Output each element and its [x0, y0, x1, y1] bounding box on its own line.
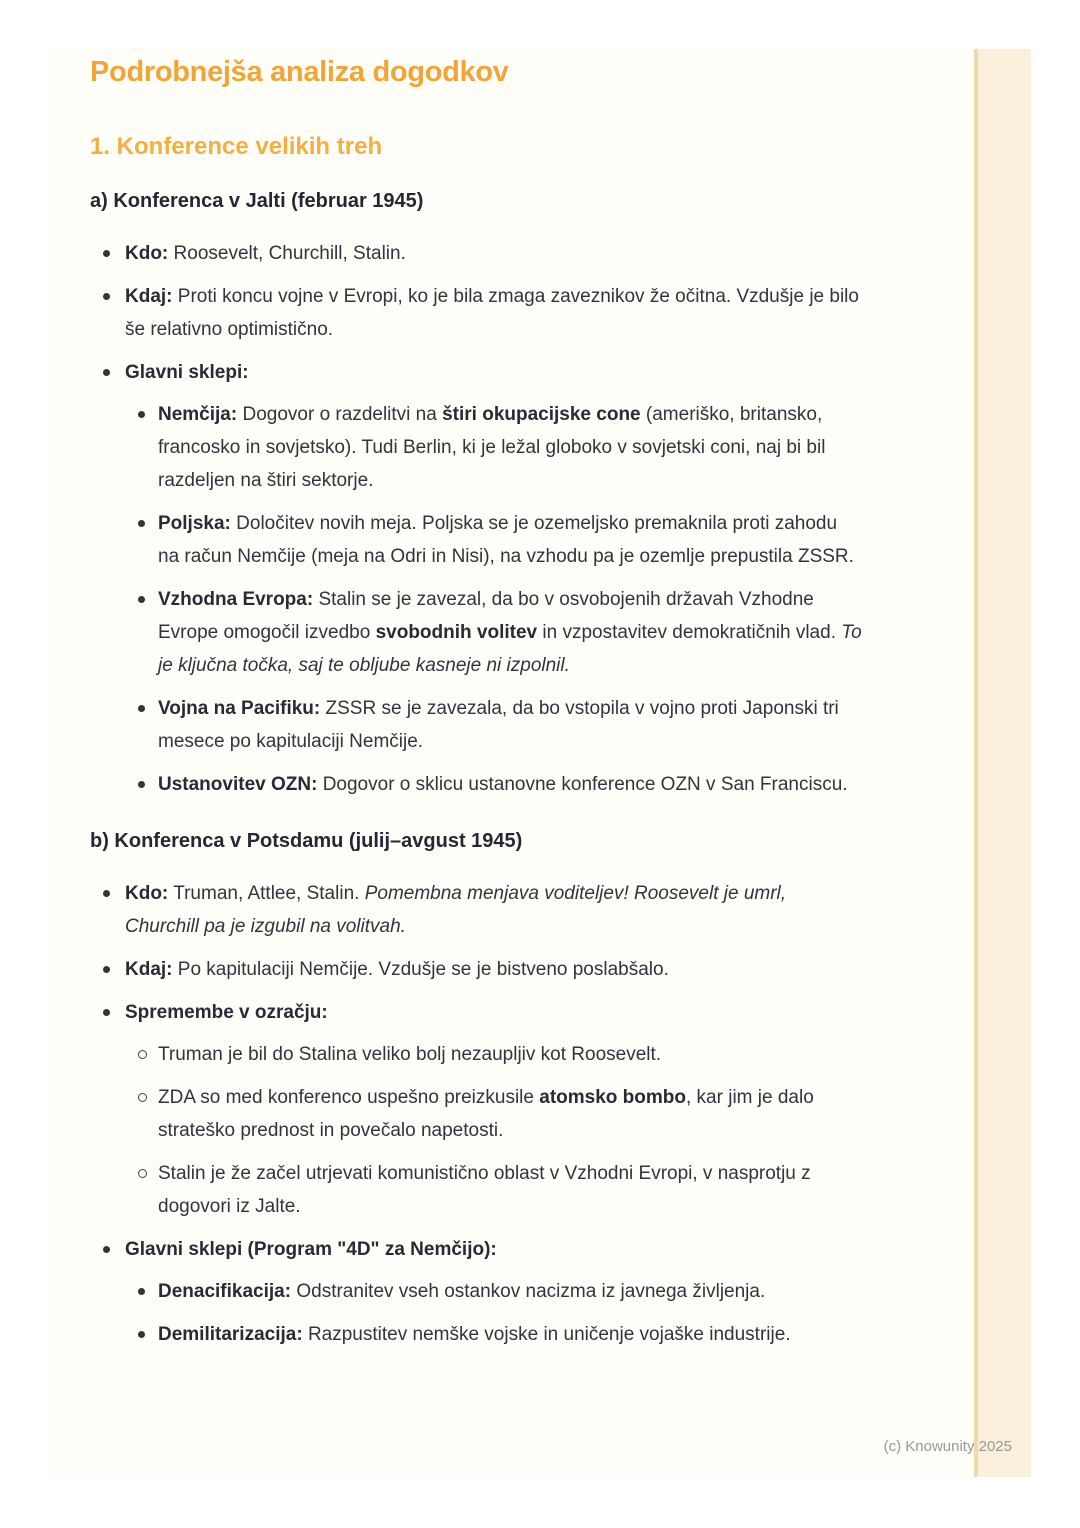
list-item: [90, 280, 862, 346]
document-page: [47, 47, 1031, 1477]
disc-bullet-icon: [138, 1275, 158, 1295]
text-segment: Odstranitev vseh ostankov nacizma iz javnega življenja.: [291, 1281, 766, 1302]
bullet-glyph: [138, 1050, 147, 1059]
bullet-glyph: [103, 250, 110, 257]
text-segment: Vzhodna Evropa:: [158, 589, 314, 610]
list-item: [125, 692, 862, 758]
disc-bullet-icon: [138, 692, 158, 712]
list-item: [125, 1038, 862, 1071]
text-segment: (ameriško, britansko, francosko in sovjetsko). Tudi Berlin, ki je ležal globoko v sovjetski coni, naj bi bil razdeljen na štiri sektorje.: [158, 404, 826, 491]
list-item: [125, 768, 862, 801]
disc-bullet-icon: [138, 1318, 158, 1338]
text-segment: Glavni sklepi:: [125, 362, 249, 383]
text-segment: Truman je bil do Stalina veliko bolj nezaupljiv kot Roosevelt.: [158, 1044, 662, 1065]
circle-bullet-icon: [138, 1038, 158, 1059]
text-segment: Kdo:: [125, 243, 169, 264]
text-segment: ZDA so med konferenco uspešno preizkusile: [158, 1087, 540, 1108]
text-segment: Spremembe v ozračju:: [125, 1002, 328, 1023]
text-segment: Demilitarizacija:: [158, 1324, 303, 1345]
bullet-glyph: [138, 1331, 145, 1338]
list-item-text: [125, 1233, 862, 1351]
bullet-glyph: [103, 1009, 110, 1016]
subsection-heading: a) Konferenca v Jalti (februar 1945): [90, 190, 424, 212]
list-item: [125, 507, 862, 573]
nested-list: [125, 1038, 862, 1223]
disc-bullet-icon: [138, 398, 158, 418]
section-heading: 1. Konference velikih treh: [90, 133, 383, 160]
list-item: [90, 237, 862, 270]
list-item: [125, 1157, 862, 1223]
disc-bullet-icon: [138, 583, 158, 603]
list-item: [125, 1318, 862, 1351]
list-item-text: [158, 1038, 862, 1071]
nested-list: [125, 1275, 862, 1351]
text-segment: Roosevelt, Churchill, Stalin.: [168, 243, 406, 264]
disc-bullet-icon: [103, 280, 125, 300]
disc-bullet-icon: [103, 953, 125, 973]
list-item: [125, 583, 862, 682]
bullet-glyph: [103, 890, 110, 897]
list-item-text: [158, 692, 862, 758]
text-segment: Pomembna menjava voditeljev! Roosevelt je umrl, Churchill pa je izgubil na volitvah.: [125, 883, 787, 937]
text-segment: Po kapitulaciji Nemčije. Vzdušje se je bistveno poslabšalo.: [172, 959, 669, 980]
disc-bullet-icon: [138, 768, 158, 788]
text-segment: Denacifikacija:: [158, 1281, 292, 1302]
document-content: [90, 55, 862, 1351]
text-segment: Dogovor o razdelitvi na: [237, 404, 443, 425]
disc-bullet-icon: [103, 877, 125, 897]
nested-list: [125, 398, 862, 801]
text-segment: Nemčija:: [158, 404, 238, 425]
disc-bullet-icon: [138, 507, 158, 527]
text-segment: Ustanovitev OZN:: [158, 774, 318, 795]
list-item-text: [125, 996, 862, 1223]
list-item-text: [158, 507, 862, 573]
list-item-text: [158, 583, 862, 682]
text-segment: atomsko bombo: [539, 1087, 686, 1108]
text-segment: Glavni sklepi (Program "4D" za Nemčijo):: [125, 1239, 497, 1260]
bullet-list: [90, 877, 862, 1351]
text-segment: Kdaj:: [125, 959, 173, 980]
text-segment: Poljska:: [158, 513, 231, 534]
bullet-glyph: [103, 369, 110, 376]
list-item-text: [158, 1318, 862, 1351]
text-segment: Proti koncu vojne v Evropi, ko je bila zmaga zaveznikov že očitna. Vzdušje je bilo še relativno optimistično.: [125, 286, 859, 340]
list-item: [90, 1233, 862, 1351]
disc-bullet-icon: [103, 237, 125, 257]
copyright-footer: (c) Knowunity 2025: [883, 1438, 1012, 1455]
list-item-text: [125, 280, 862, 346]
list-item: [90, 953, 862, 986]
text-segment: štiri okupacijske cone: [442, 404, 641, 425]
text-segment: Stalin je že začel utrjevati komunistično oblast v Vzhodni Evropi, v nasprotju z dogovori iz Jalte.: [158, 1163, 811, 1217]
bullet-glyph: [138, 520, 145, 527]
page-title: Podrobnejša analiza dogodkov: [90, 56, 509, 88]
bullet-glyph: [103, 293, 110, 300]
list-item-text: [125, 237, 862, 270]
list-item-text: [158, 1081, 862, 1147]
list-item-text: [158, 398, 862, 497]
bullet-glyph: [138, 411, 145, 418]
bullet-glyph: [138, 1288, 145, 1295]
text-segment: svobodnih volitev: [375, 622, 538, 643]
text-segment: Truman, Attlee, Stalin.: [168, 883, 365, 904]
decorative-right-stripe: [974, 49, 1031, 1477]
bullet-glyph: [138, 781, 145, 788]
list-item-text: [125, 877, 862, 943]
bullet-list: [90, 237, 862, 801]
list-item-text: [125, 356, 862, 801]
list-item-text: [125, 953, 862, 986]
text-segment: Kdaj:: [125, 286, 173, 307]
list-item: [90, 877, 862, 943]
text-segment: Razpustitev nemške vojske in uničenje vojaške industrije.: [302, 1324, 791, 1345]
disc-bullet-icon: [103, 996, 125, 1016]
circle-bullet-icon: [138, 1081, 158, 1102]
bullet-glyph: [138, 1169, 147, 1178]
list-item: [125, 398, 862, 497]
disc-bullet-icon: [103, 356, 125, 376]
subsection-heading: b) Konferenca v Potsdamu (julij–avgust 1945): [90, 830, 523, 852]
text-segment: , kar jim je dalo strateško prednost in povečalo napetosti.: [158, 1087, 814, 1141]
circle-bullet-icon: [138, 1157, 158, 1178]
list-item-text: [158, 1275, 862, 1308]
list-item: [90, 996, 862, 1223]
list-item: [125, 1275, 862, 1308]
text-segment: ZSSR se je zavezala, da bo vstopila v vojno proti Japonski tri mesece po kapitulaciji Nemčije.: [158, 698, 839, 752]
bullet-glyph: [138, 1093, 147, 1102]
list-item-text: [158, 1157, 862, 1223]
disc-bullet-icon: [103, 1233, 125, 1253]
text-segment: in vzpostavitev demokratičnih vlad.: [537, 622, 842, 643]
text-segment: Kdo:: [125, 883, 169, 904]
document-body: [90, 133, 862, 1351]
bullet-glyph: [103, 966, 110, 973]
list-item: [90, 356, 862, 801]
text-segment: To je ključna točka, saj te obljube kasneje ni izpolnil.: [158, 622, 862, 676]
list-item: [125, 1081, 862, 1147]
bullet-glyph: [138, 705, 145, 712]
text-segment: Vojna na Pacifiku:: [158, 698, 321, 719]
text-segment: Določitev novih meja. Poljska se je ozemeljsko premaknila proti zahodu na račun Nemčije (meja na Odri in Nisi), na vzhodu pa je ozemlje prepustila ZSSR.: [158, 513, 854, 567]
text-segment: Stalin se je zavezal, da bo v osvobojenih državah Vzhodne Evrope omogočil izvedbo: [158, 589, 814, 643]
bullet-glyph: [103, 1246, 110, 1253]
list-item-text: [158, 768, 862, 801]
bullet-glyph: [138, 596, 145, 603]
text-segment: Dogovor o sklicu ustanovne konference OZN v San Franciscu.: [317, 774, 848, 795]
